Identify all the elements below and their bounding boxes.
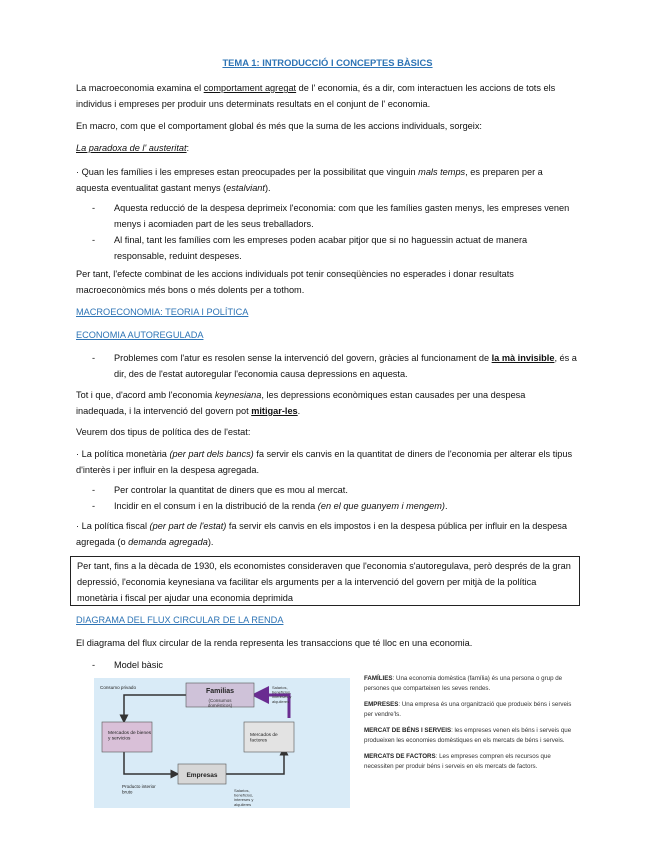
monetaria-bullet-list [92, 482, 578, 514]
paradox-italic-1: mals temps [418, 167, 466, 177]
definition-term: MERCATS DE FACTORS [364, 753, 436, 760]
fiscal-mid: fa servir els canvis en els impostos i en la despesa pública per influir en la despesa agregada (o [76, 521, 568, 547]
consum-label: Consumo privado [100, 685, 137, 690]
keynes-pre: Tot i que, d'acord amb l'economia [76, 390, 215, 400]
model-basic-label: - Model bàsic [92, 657, 163, 673]
fiscal-italic: (per part de l'estat) [149, 521, 227, 531]
definition-item [364, 674, 576, 694]
intro-post: de l' economia, és a dir, com interactuen les accions de tots els individus i empreses per produir uns determinats resultats en el conjunt de l' economia. [76, 83, 556, 109]
list-item: - Al final, tant les famílies com les empreses poden acabar pitjor que si no haguessin actuat de manera responsable, reduint despeses. [92, 232, 578, 264]
veurem-line: Veurem dos tipus de política des de l'estat: [76, 427, 251, 437]
definition-text: : Les empreses compren els recursos que necessiten per produir béns i serveis en els mercats de factors. [364, 753, 551, 770]
definition-item [364, 752, 576, 772]
list-item: - Aquesta reducció de la despesa deprimeix l'economia: com que les famílies gasten menys, les empreses venen menys i acomiaden part de les seus treballadors. [92, 200, 578, 232]
keynes-paragraph [76, 387, 576, 419]
paradox-mid: , es preparen per a aquesta eventualitat gastant menys ( [76, 167, 543, 193]
definition-text: : Una economia domèstica (família) és una persona o grup de persones que comparteixen les seves rendes. [364, 675, 563, 692]
empreses-label: Empresas [186, 772, 218, 779]
keynes-post: . [297, 406, 301, 416]
fiscal-paragraph [76, 518, 576, 550]
monetaria-pre: · La política monetària [76, 449, 170, 459]
auto-post: , és a dir, des de l'estat autoregular l'economia causa depressions en aquesta. [114, 353, 577, 379]
auto-bullet-list [92, 350, 578, 382]
fiscal-pre: · La política fiscal [76, 521, 150, 531]
section-heading-macro: MACROECONOMIA: TEORIA I POLÍTICA [76, 307, 249, 317]
definition-item [364, 726, 576, 746]
mercats-bens-label: Mercados de bienes y servicios [108, 731, 152, 742]
keynes-mid: , les depressions econòmiques estan causades per una despesa inadequada, i la intervenció del govern pot [76, 390, 526, 416]
paradox-label: La paradoxa de l' austeritat [76, 143, 187, 153]
definition-term: MERCAT DE BÉNS I SERVEIS [364, 727, 452, 734]
mercats-factors-label: Mercados de factores [250, 733, 278, 744]
per-tant-paragraph: Per tant, l'efecte combinat de les accions individuals pot tenir conseqüències no esperades i donar resultats macroeconòmics més bons o més dolents per a tothom. [76, 269, 514, 295]
monetaria-bullet-post: . [444, 501, 448, 511]
definition-text: : les empreses venen els béns i serveis que produeixen les economies domèstiques en els mercats de béns i serveis. [364, 727, 572, 744]
list-item [92, 498, 578, 514]
section-heading-autoregulada: ECONOMIA AUTOREGULADA [76, 330, 204, 340]
fiscal-italic-2: demanda agregada [128, 537, 208, 547]
monetaria-post: fa servir els canvis en la quantitat de diners de l'economia per alterar els tipus d'interès i per influir en la despesa agregada. [76, 449, 573, 475]
paradox-pre: · Quan les famílies i les empreses estan preocupades per la possibilitat que vinguin [76, 167, 419, 177]
monetaria-bullet-italic: (en el que guanyem i mengem) [317, 501, 445, 511]
definition-text: : Una empresa és una organització que produeix béns i serveis per vendre'ls. [364, 701, 572, 718]
fiscal-post: ). [207, 537, 214, 547]
keynes-italic: keynesiana [214, 390, 262, 400]
list-item: - Per controlar la quantitat de diners que es mou al mercat. [92, 482, 578, 498]
page-title: TEMA 1: INTRODUCCIÓ I CONCEPTES BÀSICS [222, 57, 433, 68]
keynes-term: mitigar-les [251, 406, 298, 416]
definition-term: FAMÍLIES [364, 675, 393, 682]
macro-line: En macro, com que el comportament global és més que la suma de les accions individuals, sorgeix: [76, 121, 482, 131]
families-label: Familias [205, 688, 235, 695]
auto-term: la mà invisible [491, 353, 555, 363]
boxed-summary: Per tant, fins a la dècada de 1930, els economistes consideraven que l'economia s'autoregulava, però després de la gran depressió, l'economia keynesiana va facilitar els arguments per a la intervenció del govern per mitjà de la política monetària i fiscal per ajudar una economia deprimida [70, 556, 580, 606]
auto-pre: Problemes com l'atur es resolen sense la intervenció del govern, gràcies al funcionament de [114, 353, 492, 363]
flux-intro: El diagrama del flux circular de la renda representa les transaccions que té lloc en una economia. [76, 638, 473, 648]
intro-term: comportament agregat [203, 83, 297, 93]
circular-flow-diagram [94, 678, 350, 808]
definition-term: EMPRESES [364, 701, 399, 708]
list-item [92, 350, 578, 382]
definitions-list [364, 674, 576, 778]
intro-paragraph [76, 80, 576, 112]
paradox-bullet-list [92, 200, 578, 264]
paradox-paragraph [76, 164, 576, 196]
monetaria-bullet-pre: Incidir en el consum i en la distribució de la renda [114, 501, 318, 511]
paradox-italic-2: estalviant [226, 183, 265, 193]
section-heading-flux: DIAGRAMA DEL FLUX CIRCULAR DE LA RENDA [76, 615, 284, 625]
salaris-bottom-label: Salarios, beneficios, intereses y alquileres [234, 788, 254, 807]
salaris-top-label: Salarios, beneficios, intereses y alquileres [272, 685, 292, 704]
families-sub-label: (Consumos domésticos) [207, 698, 233, 709]
monetaria-paragraph [76, 446, 576, 478]
producte-label: Producto interior bruto [122, 784, 156, 795]
definition-item [364, 700, 576, 720]
paradox-post: ). [264, 183, 271, 193]
paradox-heading: La paradoxa de l' austeritat: [76, 143, 190, 153]
intro-pre: La macroeconomia examina el [76, 83, 204, 93]
monetaria-italic: (per part dels bancs) [169, 449, 254, 459]
